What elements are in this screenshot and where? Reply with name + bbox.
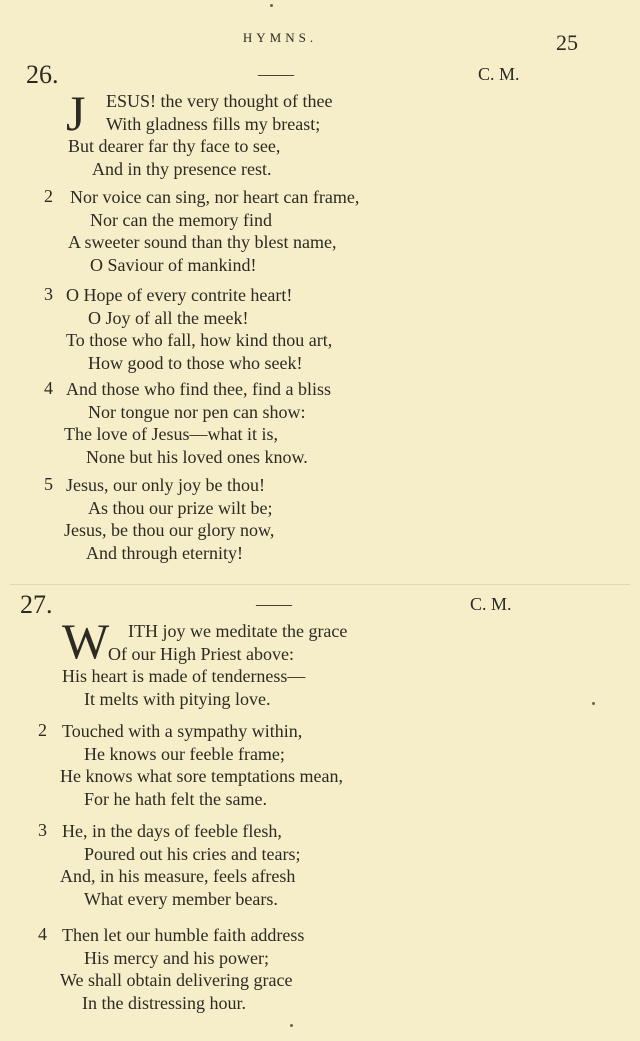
verse-line: The love of Jesus—what it is, — [64, 424, 278, 444]
verse-line: His mercy and his power; — [84, 947, 269, 968]
verse-number: 4 — [44, 378, 53, 398]
verse-line: And through eternity! — [86, 542, 243, 563]
verse-line: For he hath felt the same. — [84, 788, 267, 809]
verse-number: 2 — [44, 186, 53, 206]
verse-line: ESUS! the very thought of thee — [106, 91, 333, 111]
verse-line: Jesus, our only joy be thou! — [66, 475, 265, 495]
hymn-dash: —— — [256, 594, 292, 614]
section-divider — [10, 584, 630, 585]
verse-line: And in thy presence rest. — [92, 158, 272, 179]
print-speck — [592, 702, 595, 705]
verse-line: O Joy of all the meek! — [88, 307, 249, 328]
verse-line: Nor tongue nor pen can show: — [88, 401, 306, 422]
verse-line: He knows our feeble frame; — [84, 743, 285, 764]
verse-line: In the distressing hour. — [82, 992, 246, 1013]
page-number: 25 — [556, 30, 578, 55]
verse-line: He, in the days of feeble flesh, — [62, 821, 282, 841]
verse-line: Poured out his cries and tears; — [84, 843, 301, 864]
verse-number: 2 — [38, 720, 47, 740]
verse-line: Then let our humble faith address — [62, 925, 305, 945]
drop-cap: W — [62, 613, 110, 669]
verse-line: Nor voice can sing, nor heart can frame, — [70, 187, 360, 207]
verse-line: Nor can the memory find — [90, 209, 272, 230]
print-speck — [290, 1024, 293, 1027]
verse-line: O Hope of every contrite heart! — [66, 285, 293, 305]
verse-line: A sweeter sound than thy blest name, — [68, 232, 337, 252]
verse-line: He knows what sore temptations mean, — [60, 766, 343, 786]
hymn-meter: C. M. — [478, 64, 520, 84]
hymn-number: 26. — [26, 60, 59, 89]
verse-line: How good to those who seek! — [88, 352, 303, 373]
verse-line: And, in his measure, feels afresh — [60, 866, 296, 886]
verse-line: None but his loved ones know. — [86, 446, 308, 467]
verse-number: 3 — [38, 820, 47, 840]
verse-line: But dearer far thy face to see, — [68, 136, 281, 156]
verse-line: O Saviour of mankind! — [90, 254, 257, 275]
verse-line: We shall obtain delivering grace — [60, 970, 293, 990]
verse-line: With gladness fills my breast; — [106, 113, 321, 134]
hymn-number: 27. — [20, 590, 53, 619]
print-speck — [270, 4, 273, 7]
hymn-meter: C. M. — [470, 594, 512, 614]
verse-line: What every member bears. — [84, 888, 278, 909]
verse-line: His heart is made of tenderness— — [62, 666, 306, 686]
verse-line: It melts with pitying love. — [84, 688, 271, 709]
verse-number: 4 — [38, 924, 47, 944]
verse-line: And those who find thee, find a bliss — [66, 379, 331, 399]
verse-line: As thou our prize wilt be; — [88, 497, 273, 518]
hymn-dash: —— — [258, 64, 294, 84]
verse-line: Of our High Priest above: — [108, 643, 294, 664]
verse-line: Jesus, be thou our glory now, — [64, 520, 275, 540]
verse-line: Touched with a sympathy within, — [62, 721, 303, 741]
verse-line: To those who fall, how kind thou art, — [66, 330, 333, 350]
verse-number: 3 — [44, 284, 53, 304]
verse-line: ITH joy we meditate the grace — [128, 621, 348, 641]
verse-number: 5 — [44, 474, 53, 494]
running-head: HYMNS. — [242, 30, 318, 45]
drop-cap: J — [66, 85, 86, 141]
